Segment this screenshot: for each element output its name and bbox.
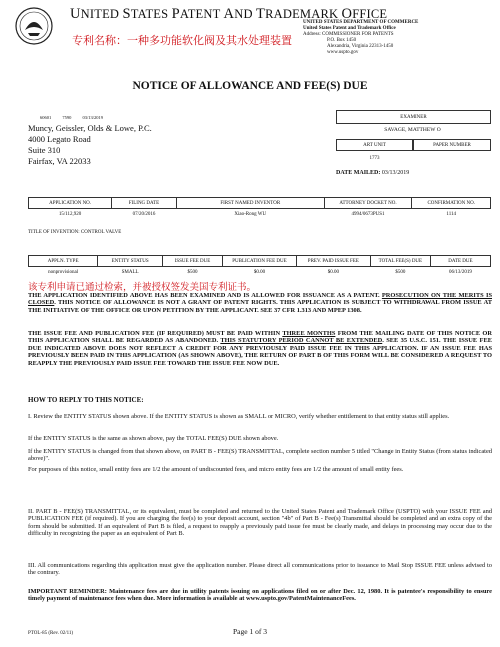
address-suite: Suite 310 xyxy=(28,145,61,155)
art-unit-header: ART UNIT xyxy=(336,139,413,151)
first-inventor: Xiao-Rong WU xyxy=(234,212,267,217)
address-line-3: Alexandria, Virginia 22313-1450 xyxy=(327,44,394,49)
col-issue-fee-due: ISSUE FEE DUE xyxy=(162,256,222,267)
col-first-inventor: FIRST NAMED INVENTOR xyxy=(176,198,324,209)
how-to-reply-heading: HOW TO REPLY TO THIS NOTICE: xyxy=(28,396,144,404)
dept-line-1: UNITED STATES DEPARTMENT OF COMMERCE xyxy=(303,20,419,25)
application-table xyxy=(28,197,491,217)
col-entity-status: ENTITY STATUS xyxy=(98,256,163,267)
address-line-1: COMMISSIONER FOR PATENTS xyxy=(322,32,394,37)
chinese-grant-note: 该专利申请已通过检索，并被授权签发美国专利证书。 xyxy=(28,282,257,293)
appln-type: nonprovisional xyxy=(48,270,79,275)
address-line-4: www.uspto.gov xyxy=(327,50,359,55)
paper-number-header: PAPER NUMBER xyxy=(413,139,491,151)
reply-item-2: II. PART B - FEE(S) TRANSMITTAL, or its equivalent, must be completed and returned to the United States Patent and Trademark Office (USPTO) with your ISSUE FEE and PUBLICATION FEE (if required). If you are charging the fee(s) to your deposit account, section "4b" of Part B - Fee(s) Transmittal should be completed and an extra copy of the form should be submitted. If an equivalent of Part B is filed, a request to reapply a previously paid issue fee must be clearly made, and delays in processing may occur due to the difficulty in recognizing the paper as an equivalent of Part B. xyxy=(28,508,492,538)
col-attorney-docket: ATTORNEY DOCKET NO. xyxy=(324,198,412,209)
table-row xyxy=(29,209,491,218)
date-due: 06/13/2019 xyxy=(449,270,472,275)
confirmation-no: 1114 xyxy=(446,212,457,217)
notice-title: NOTICE OF ALLOWANCE AND FEE(S) DUE xyxy=(132,80,368,92)
prev-paid-issue-fee: $0.00 xyxy=(327,270,339,275)
col-publication-fee-due: PUBLICATION FEE DUE xyxy=(223,256,297,267)
col-prev-paid-issue-fee: PREV. PAID ISSUE FEE xyxy=(296,256,370,267)
reply-item-1b: If the ENTITY STATUS is the same as shown above, pay the TOTAL FEE(S) DUE shown above. xyxy=(28,435,279,442)
examiner-header: EXAMINER xyxy=(336,110,491,124)
examiner-name: SAVAGE, MATTHEW O xyxy=(384,127,441,133)
reply-item-3: III. All communications regarding this application must give the application number. Please direct all communications prior to issuance to Mail Stop ISSUE FEE unless advised to the contrary. xyxy=(28,562,492,577)
col-date-due: DATE DUE xyxy=(430,256,490,267)
attorney-docket: 4994/0673PUS1 xyxy=(351,212,385,217)
total-fees-due: $500 xyxy=(395,270,406,275)
title-of-invention: TITLE OF INVENTION: CONTROL VALVE xyxy=(28,230,122,235)
correspondence-code: 7590 xyxy=(62,115,72,120)
date-mailed-value: 03/13/2019 xyxy=(381,170,410,176)
col-filing-date: FILING DATE xyxy=(112,198,177,209)
reply-item-1c: If the ENTITY STATUS is changed from that shown above, on PART B - FEE(S) TRANSMITTAL, complete section number 5 titled "Change in Entity Status (from status indicated above)". xyxy=(28,448,492,463)
col-application-no: APPLICATION NO. xyxy=(29,198,112,209)
address-city: Fairfax, VA 22033 xyxy=(28,156,91,166)
correspondence-date: 03/13/2019 xyxy=(82,115,104,120)
publication-fee-due: $0.00 xyxy=(253,270,266,275)
form-id: PTOL-85 (Rev. 02/11) xyxy=(28,631,74,636)
correspondent-numbers xyxy=(40,115,103,120)
col-total-fees-due: TOTAL FEE(S) DUE xyxy=(370,256,430,267)
uspto-seal-icon xyxy=(14,6,54,46)
department-address-block xyxy=(303,20,493,56)
allowance-paragraph: THE APPLICATION IDENTIFIED ABOVE HAS BEEN EXAMINED AND IS ALLOWED FOR ISSUANCE AS A PATENT. PROSECUTION ON THE MERITS IS CLOSED. THIS NOTICE OF ALLOWANCE IS NOT A GRANT OF PATENT RIGHTS. THIS APPLICATION IS SUBJECT TO WITHDRAWAL FROM ISSUE AT THE INITIATIVE OF THE OFFICE OR UPON PETITION BY THE APPLICANT. SEE 37 CFR 1.313 AND MPEP 1308. xyxy=(28,292,492,314)
date-mailed-label: DATE MAILED: xyxy=(336,170,381,176)
col-appln-type: APPLN. TYPE xyxy=(29,256,98,267)
correspondent-address xyxy=(28,123,152,167)
address-label: Address: xyxy=(303,32,321,37)
office-name: UNITED STATES PATENT AND TRADEMARK OFFICE xyxy=(70,6,388,22)
issue-fee-due: $500 xyxy=(187,270,198,275)
chinese-patent-title: 专利名称：一种多功能软化阀及其水处理装置 xyxy=(72,34,292,47)
address-firm: Muncy, Geissler, Olds & Lowe, P.C. xyxy=(28,123,152,133)
customer-number: 60601 xyxy=(40,115,52,120)
application-no: 15/112,920 xyxy=(58,212,82,217)
date-mailed xyxy=(336,170,409,176)
entity-status: SMALL xyxy=(121,270,139,275)
reply-item-1: I. Review the ENTITY STATUS shown above. If the ENTITY STATUS is shown as SMALL or MICRO, verify whether entitlement to that entity status still applies. xyxy=(28,413,450,420)
col-confirmation-no: CONFIRMATION NO. xyxy=(412,198,491,209)
maintenance-fee-reminder: IMPORTANT REMINDER: Maintenance fees are due in utility patents issuing on applications filed on or after Dec. 12, 1980. It is patentee's responsibility to ensure timely payment of maintenance fees when due. More information is available at www.uspto.gov/PatentMaintenanceFees. xyxy=(28,588,492,603)
filing-date: 07/20/2016 xyxy=(132,212,156,217)
fee-deadline-paragraph: THE ISSUE FEE AND PUBLICATION FEE (IF REQUIRED) MUST BE PAID WITHIN THREE MONTHS FROM THE MAILING DATE OF THIS NOTICE OR THIS APPLICATION SHALL BE REGARDED AS ABANDONED. THIS STATUTORY PERIOD CANNOT BE EXTENDED. SEE 35 U.S.C. 151. THE ISSUE FEE DUE INDICATED ABOVE DOES NOT REFLECT A CREDIT FOR ANY PREVIOUSLY PAID ISSUE FEE IN THIS APPLICATION. IF AN ISSUE FEE HAS PREVIOUSLY BEEN PAID IN THIS APPLICATION (AS SHOWN ABOVE), THE RETURN OF PART B OF THIS FORM WILL BE CONSIDERED A REQUEST TO REAPPLY THE PREVIOUSLY PAID ISSUE FEE TOWARD THE ISSUE FEE NOW DUE. xyxy=(28,330,492,367)
art-unit-value: 1773 xyxy=(369,156,380,161)
page-number: Page 1 of 3 xyxy=(233,627,267,636)
fee-table xyxy=(28,255,491,275)
dept-line-2: United States Patent and Trademark Office xyxy=(303,26,396,31)
table-row xyxy=(29,267,491,276)
address-street: 4000 Legato Road xyxy=(28,134,91,144)
reply-item-1d: For purposes of this notice, small entity fees are 1/2 the amount of undiscounted fees, and micro entity fees are 1/2 the amount of small entity fees. xyxy=(28,466,404,473)
address-line-2: P.O. Box 1450 xyxy=(327,38,357,43)
